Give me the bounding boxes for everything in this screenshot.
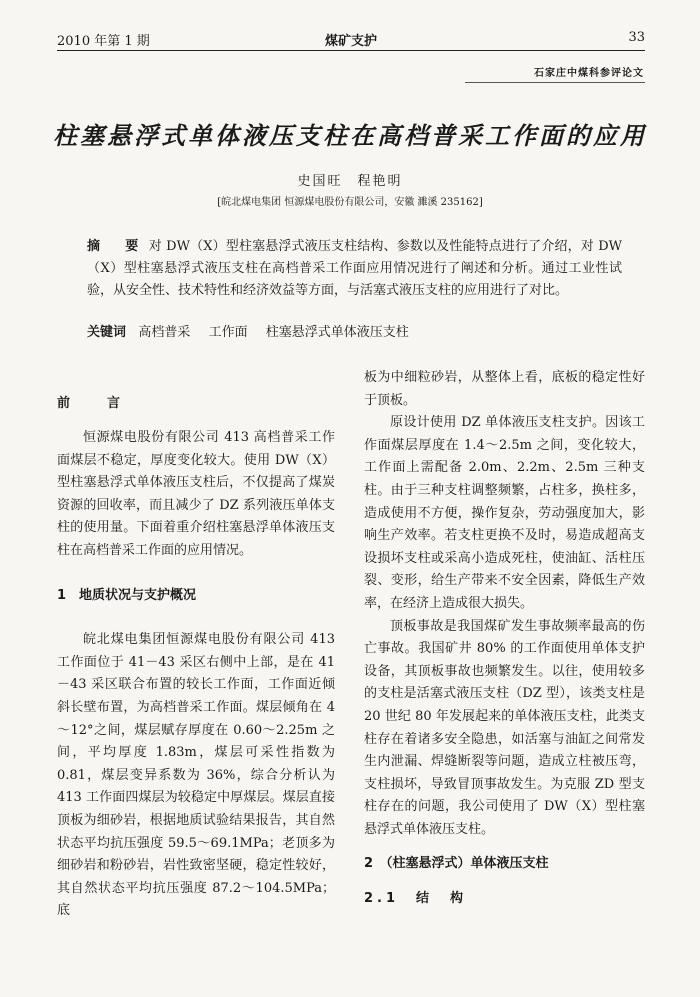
article-title: 柱塞悬浮式单体液压支柱在高档普采工作面的应用 [53,121,647,150]
paragraph: 恒源煤电股份有限公司 413 高档普采工作面煤层不稳定，厚度变化较大。使用 DW（X）型柱塞悬浮式单体液压支柱后，不仅提高了煤炭资源的回收率，而且减少了 DZ 系列液压单体支柱的使用量。下面着重介绍柱塞悬浮单体液压支柱在高档普采工作面的应用情况。 [57,430,335,558]
keyword-item: 柱塞悬浮式单体液压支柱 [265,325,409,340]
issue-label: 2010 年第 1 期 [57,34,150,49]
abstract-text: 对 DW（X）型柱塞悬浮式液压支柱结构、参数以及性能特点进行了介绍，对 DW（X）型柱塞悬浮式液压支柱在高档普采工作面应用情况进行了阐述和分析。通过工业性试验，从安全性、技术特性和经济效益等方面，与活塞式液压支柱的应用进行了对比。 [87,239,622,298]
keywords [87,322,622,344]
section-title-2-1: 2.1 结 构 [364,891,468,907]
section-title-1: 1 地质状况与支护概况 [57,587,197,603]
left-column [57,427,335,923]
paragraph: 皖北煤电集团恒源煤电股份有限公司 413 工作面位于 41－43 采区右侧中上部，是在 41－43 采区联合布置的较长工作面，工作面近倾斜长壁布置，为高档普采工作面。煤层倾角在 4～12°之间，煤层赋存厚度在 0.60～2.25m 之间，平均厚度 1.83m，煤层可采性指数为 0.81，煤层变异系数为 36%，综合分析认为 413 工作面四煤层为较稳定中厚煤层。煤层直接顶板为细砂岩，根据地质试验结果报告，其自然状态平均抗压强度 59.5～69.1MPa；老顶多为细砂岩和粉砂岩，岩性致密坚硬，稳定性较好，其自然状态平均抗压强度 87.2～104.5MPa；底 [57,632,335,919]
keywords-label: 关键词 [87,325,127,340]
section-title-intro: 前 言 [57,396,133,411]
journal-name: 煤矿支护 [324,34,377,49]
subhead-label: 石家庄中煤科参评论文 [534,68,644,79]
page-number: 33 [628,30,645,45]
paragraph: 板为中细粒砂岩，从整体上看，底板的稳定性好于顶板。 [364,370,645,408]
subhead-divider [465,82,645,83]
keyword-item: 工作面 [208,325,248,340]
section-title-2: 2 （柱塞悬浮式）单体液压支柱 [364,856,549,872]
abstract-label: 摘 要 [87,239,145,254]
paragraph: 顶板事故是我国煤矿发生事故频率最高的伤亡事故。我国矿井 80% 的工作面使用单体支护设备，其顶板事故也频繁发生。以往，使用较多的支柱是活塞式液压支柱（DZ 型），该类支柱是 20 世纪 80 年发展起来的单体液压支柱，此类支柱存在着诸多安全隐患，如活塞与油缸之间常发生内泄漏、焊缝断裂等问题，造成立柱被压弯，支柱损坏，导致冒顶事故发生。为克服 ZD 型支柱存在的问题，我公司使用了 DW（X）型柱塞悬浮式单体液压支柱。 [364,618,645,837]
affiliation: [皖北煤电集团 恒源煤电股份有限公司，安徽 濉溪 235162] [217,197,483,208]
keyword-item: 高档普采 [138,325,191,340]
running-header [57,28,645,51]
authors: 史国旺 程艳明 [297,174,403,189]
paragraph: 原设计使用 DZ 单体液压支柱支护。因该工作面煤层厚度在 1.4～2.5m 之间，变化较大，工作面上需配备 2.0m、2.2m、2.5m 三种支柱。由于三种支柱调整频繁，占柱多，换柱多，造成使用不方便，操作复杂，劳动强度加大，影响生产效率。若支柱更换不及时，易造成超高支设损坏支柱或采高小造成死柱，使油缸、活柱压裂、变形，给生产带来不安全因素，降低生产效率，在经济上造成很大损失。 [364,415,645,611]
right-column [364,367,645,911]
abstract [87,236,622,302]
